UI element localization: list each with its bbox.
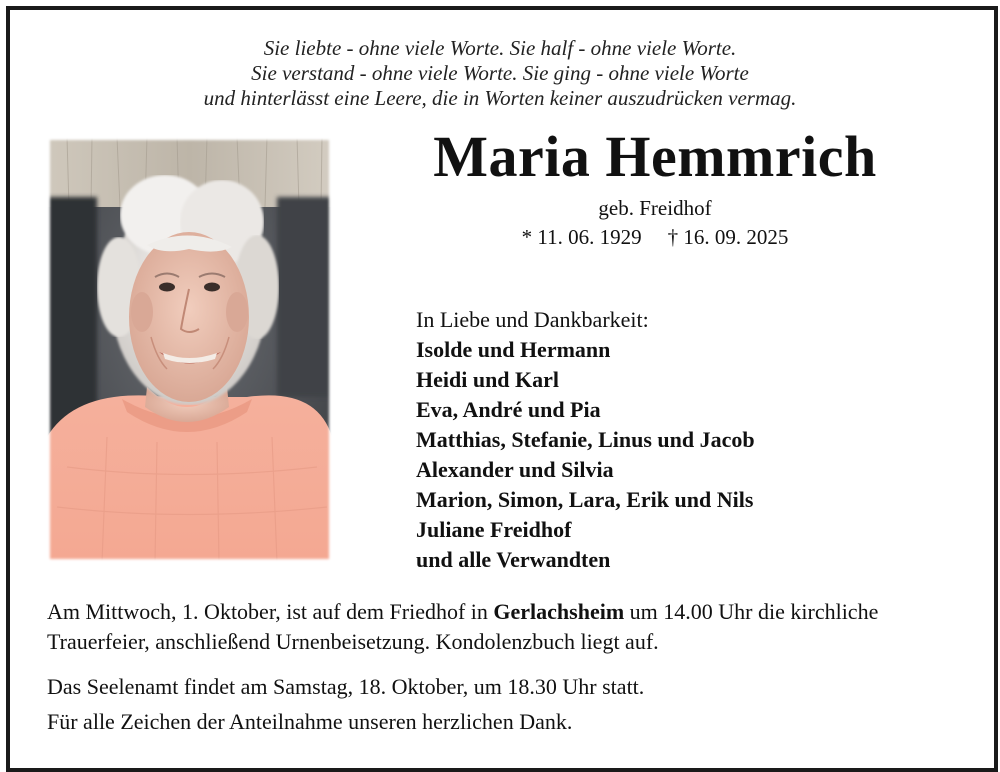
life-dates	[420, 225, 890, 249]
mourner-entry: Alexander und Silvia	[416, 457, 614, 482]
funeral-text-after: um 14.00 Uhr die kirchliche Trauerfeier, anschließend Urnenbeisetzung. Kondolenzbuch liegt auf.	[47, 599, 879, 654]
quote-line: Sie liebte - ohne viele Worte. Sie half - ohne viele Worte.	[263, 36, 737, 60]
funeral-place: Gerlachsheim	[493, 599, 625, 624]
mourner-entry: Matthias, Stefanie, Linus und Jacob	[416, 427, 755, 452]
mourners-list	[416, 305, 755, 575]
thanks-notice: Für alle Zeichen der Anteilnahme unseren herzlichen Dank.	[47, 709, 573, 734]
funeral-text-before: Am Mittwoch, 1. Oktober, ist auf dem Friedhof in	[47, 599, 494, 624]
mourners-intro: In Liebe und Dankbarkeit:	[416, 307, 649, 332]
death-date: † 16. 09. 2025	[667, 225, 789, 249]
portrait-photo	[47, 137, 332, 562]
funeral-notice	[47, 597, 967, 657]
quote-line: und hinterlässt eine Leere, die in Worten keiner auszudrücken vermag.	[203, 86, 797, 110]
mourner-entry: Juliane Freidhof	[416, 517, 572, 542]
mourner-entry: Isolde und Hermann	[416, 337, 611, 362]
mourner-entry: Heidi und Karl	[416, 367, 560, 392]
deceased-name: Maria Hemmrich	[433, 124, 877, 189]
mourner-entry: und alle Verwandten	[416, 547, 611, 572]
mourner-entry: Eva, André und Pia	[416, 397, 601, 422]
mourner-entry: Marion, Simon, Lara, Erik und Nils	[416, 487, 754, 512]
requiem-notice: Das Seelenamt findet am Samstag, 18. Oktober, um 18.30 Uhr statt.	[47, 674, 645, 699]
poem-quote	[0, 36, 1000, 111]
birth-date: * 11. 06. 1929	[521, 225, 642, 249]
quote-line: Sie verstand - ohne viele Worte. Sie ging - ohne viele Worte	[251, 61, 749, 85]
maiden-name: geb. Freidhof	[598, 196, 712, 220]
